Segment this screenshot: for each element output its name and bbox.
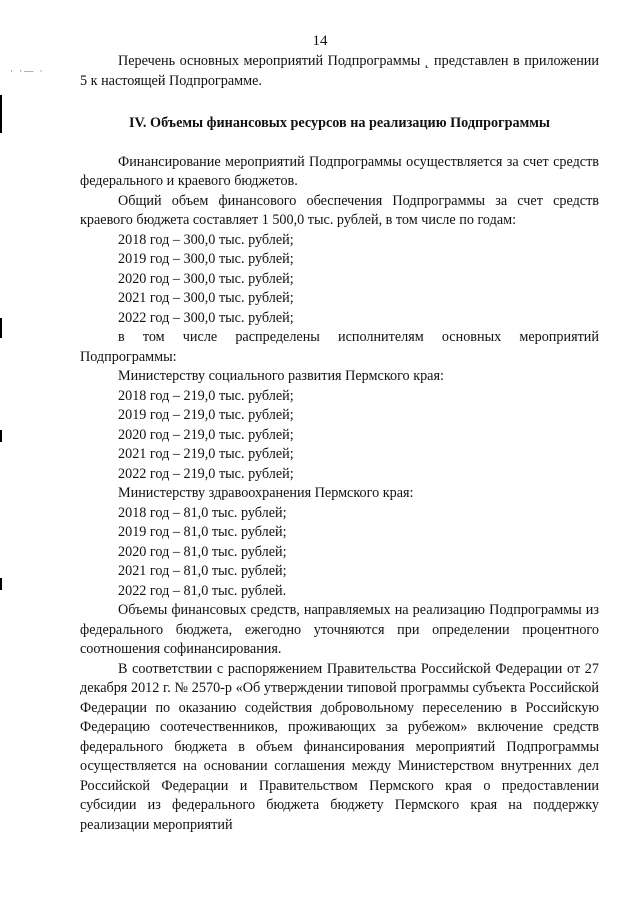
list-item: 2021 год – 300,0 тыс. рублей;	[118, 290, 294, 306]
scan-edge-mark	[0, 430, 2, 442]
total-volume-paragraph: Общий объем финансового обеспечения Подпрограммы за счет средств краевого бюджета составляет 1 500,0 тыс. рублей, в том числе по годам:	[80, 192, 599, 228]
intro-paragraph: Перечень основных мероприятий Подпрограммы ˛ представлен в приложении 5 к настоящей Подпрограмме.	[80, 53, 599, 89]
ministry-social-development-years	[80, 387, 599, 485]
ministry-health-years	[80, 504, 599, 602]
ministry-social-development: Министерству социального развития Пермского края:	[118, 368, 444, 384]
list-item: 2019 год – 300,0 тыс. рублей;	[118, 251, 294, 267]
federal-funds-paragraph: Объемы финансовых средств, направляемых на реализацию Подпрограммы из федерального бюджета, ежегодно уточняются при определении процентного соотношения софинансирования.	[80, 602, 599, 657]
ministry-health: Министерству здравоохранения Пермского края:	[118, 485, 414, 501]
list-item: 2019 год – 81,0 тыс. рублей;	[118, 524, 287, 540]
list-item: 2018 год – 300,0 тыс. рублей;	[118, 231, 294, 248]
section-heading: IV. Объемы финансовых ресурсов на реализацию Подпрограммы	[129, 115, 550, 131]
scan-margin-mark: · ·— ·	[10, 66, 45, 76]
distribution-paragraph-line: в том числе распределены исполнителям основных мероприятий	[118, 329, 599, 345]
list-item: 2022 год – 81,0 тыс. рублей.	[118, 582, 287, 599]
list-item: 2020 год – 219,0 тыс. рублей;	[118, 426, 294, 443]
list-item: 2020 год – 81,0 тыс. рублей;	[118, 543, 287, 560]
list-item: 2018 год – 219,0 тыс. рублей;	[118, 387, 294, 404]
list-item: 2020 год – 300,0 тыс. рублей;	[118, 270, 294, 287]
list-item: 2022 год – 300,0 тыс. рублей;	[118, 309, 294, 326]
distribution-paragraph-end: Подпрограммы:	[80, 348, 177, 365]
document-body	[80, 52, 599, 835]
list-item: 2021 год – 219,0 тыс. рублей;	[118, 446, 294, 462]
scan-edge-mark	[0, 578, 2, 590]
funding-sources-paragraph: Финансирование мероприятий Подпрограммы осуществляется за счет средств федерального и краевого бюджетов.	[80, 153, 599, 189]
total-by-year-list	[80, 231, 599, 329]
list-item: 2022 год – 219,0 тыс. рублей;	[118, 465, 294, 482]
list-item: 2018 год – 81,0 тыс. рублей;	[118, 504, 287, 521]
scan-edge-mark	[0, 95, 2, 133]
government-order-paragraph: В соответствии с распоряжением Правительства Российской Федерации от 27 декабря 2012 г. № 2570-р «Об утверждении типовой программы субъекта Российской Федерации по оказанию содействия добровольному переселению в Российскую Федерацию соотечественников, проживающих за рубежом» включение средств федерального бюджета в объем финансирования мероприятий Подпрограммы осуществляется на основании соглашения между Министерством внутренних дел Российской Федерации и Правительством Пермского края о предоставлении субсидии из федерального бюджета бюджету Пермского края на поддержку реализации мероприятий	[80, 660, 599, 833]
scan-edge-mark	[0, 318, 2, 338]
list-item: 2021 год – 81,0 тыс. рублей;	[118, 563, 287, 579]
page-number: 14	[312, 33, 328, 49]
list-item: 2019 год – 219,0 тыс. рублей;	[118, 407, 294, 423]
